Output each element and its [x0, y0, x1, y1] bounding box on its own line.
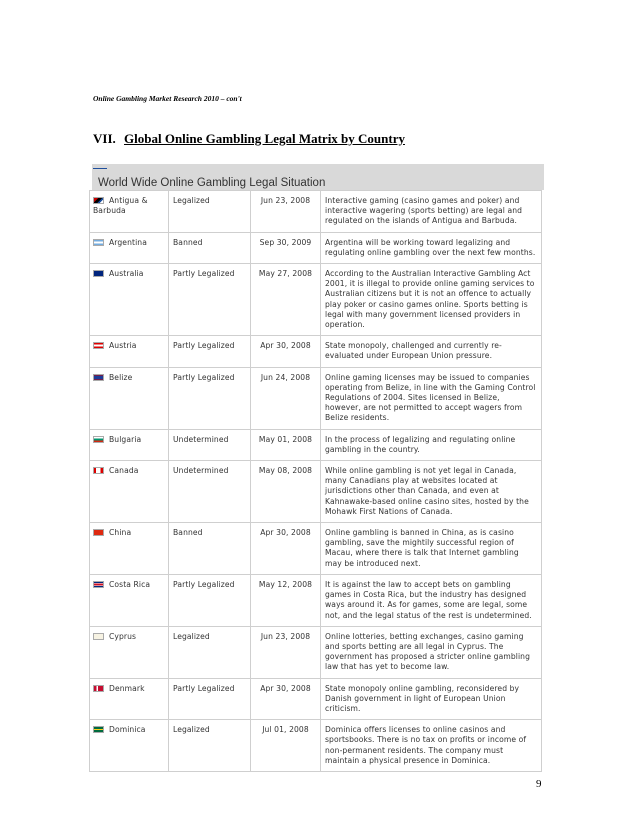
page-number: 9	[536, 778, 542, 790]
table-row	[90, 523, 542, 575]
description-cell: While online gambling is not yet legal in Canada, many Canadians play at websites located at jurisdictions other than Canada, and even at Kahnawake-based online casino sites, hosted by the Mohawk First Nations of Canada.	[321, 461, 542, 523]
china-flag-icon	[93, 529, 104, 536]
country-cell	[90, 574, 169, 626]
country-cell	[90, 264, 169, 336]
description-cell: State monopoly online gambling, reconsidered by Danish government in light of European Union criticism.	[321, 678, 542, 720]
country-cell	[90, 429, 169, 460]
country-cell	[90, 626, 169, 678]
status-cell: Partly Legalized	[169, 678, 251, 720]
table-row	[90, 191, 542, 233]
country-name: Dominica	[109, 725, 146, 735]
country-name: Denmark	[109, 683, 145, 693]
status-cell: Banned	[169, 232, 251, 263]
cyprus-flag-icon	[93, 633, 104, 640]
running-header: Online Gambling Market Research 2010 – con't	[93, 94, 242, 103]
table-row	[90, 626, 542, 678]
country-name: Costa Rica	[109, 579, 151, 589]
status-cell: Partly Legalized	[169, 336, 251, 367]
country-cell	[90, 523, 169, 575]
date-cell: Sep 30, 2009	[251, 232, 321, 263]
date-cell: Jun 24, 2008	[251, 367, 321, 429]
legal-matrix-table	[89, 190, 542, 772]
status-cell: Partly Legalized	[169, 367, 251, 429]
description-cell: State monopoly, challenged and currently re-evaluated under European Union pressure.	[321, 336, 542, 367]
country-cell	[90, 367, 169, 429]
table-row	[90, 678, 542, 720]
status-cell: Partly Legalized	[169, 574, 251, 626]
date-cell: Jun 23, 2008	[251, 626, 321, 678]
table-row	[90, 574, 542, 626]
denmark-flag-icon	[93, 685, 104, 692]
description-cell: Online lotteries, betting exchanges, casino gaming and sports betting are all legal in Cyprus. The government has proposed a stricter online gambling law that has yet to become law.	[321, 626, 542, 678]
country-name: China	[109, 528, 132, 538]
country-cell	[90, 191, 169, 233]
table-title: World Wide Online Gambling Legal Situation	[98, 177, 326, 189]
table-row	[90, 720, 542, 772]
status-cell: Undetermined	[169, 461, 251, 523]
status-cell: Undetermined	[169, 429, 251, 460]
section-number: VII.	[93, 131, 116, 146]
date-cell: May 12, 2008	[251, 574, 321, 626]
date-cell: Jul 01, 2008	[251, 720, 321, 772]
country-cell	[90, 461, 169, 523]
antigua-flag-icon	[93, 197, 104, 204]
date-cell: May 01, 2008	[251, 429, 321, 460]
country-cell	[90, 336, 169, 367]
country-name: Australia	[109, 269, 144, 279]
australia-flag-icon	[93, 270, 104, 277]
table-row	[90, 367, 542, 429]
table-row	[90, 264, 542, 336]
dominica-flag-icon	[93, 726, 104, 733]
date-cell: Jun 23, 2008	[251, 191, 321, 233]
canada-flag-icon	[93, 467, 104, 474]
section-heading	[93, 131, 405, 147]
country-cell	[90, 232, 169, 263]
description-cell: Argentina will be working toward legalizing and regulating online gambling over the next few months.	[321, 232, 542, 263]
status-cell: Legalized	[169, 191, 251, 233]
country-name: Cyprus	[109, 631, 137, 641]
belize-flag-icon	[93, 374, 104, 381]
table-row	[90, 232, 542, 263]
austria-flag-icon	[93, 342, 104, 349]
country-name: Belize	[109, 372, 133, 382]
country-name: Bulgaria	[109, 434, 142, 444]
costa-rica-flag-icon	[93, 581, 104, 588]
country-name: Canada	[109, 466, 139, 476]
description-cell: In the process of legalizing and regulating online gambling in the country.	[321, 429, 542, 460]
table-row	[90, 336, 542, 367]
country-name: Argentina	[109, 237, 147, 247]
table-row	[90, 461, 542, 523]
section-title: Global Online Gambling Legal Matrix by Country	[124, 131, 405, 146]
description-cell: Online gaming licenses may be issued to companies operating from Belize, in line with the Gaming Control Regulations of 2004. Sites licensed in Belize, however, are not permitted to accept wagers from Belize residents.	[321, 367, 542, 429]
description-cell: According to the Australian Interactive Gambling Act 2001, it is illegal to provide online gaming services to Australian citizens but it is not an offence to actually play poker or casino games online. Sports betting is legal with many government licensed providers in operation.	[321, 264, 542, 336]
description-cell: Online gambling is banned in China, as is casino gambling, save the mightily successful region of Macau, where there is talk that Internet gambling may be introduced next.	[321, 523, 542, 575]
status-cell: Legalized	[169, 720, 251, 772]
description-cell: Interactive gaming (casino games and poker) and interactive wagering (sports betting) are legal and regulated on the islands of Antigua and Barbuda.	[321, 191, 542, 233]
link-underline-mark	[93, 168, 107, 169]
date-cell: May 08, 2008	[251, 461, 321, 523]
date-cell: Apr 30, 2008	[251, 336, 321, 367]
argentina-flag-icon	[93, 239, 104, 246]
date-cell: Apr 30, 2008	[251, 523, 321, 575]
country-cell	[90, 720, 169, 772]
date-cell: Apr 30, 2008	[251, 678, 321, 720]
description-cell: Dominica offers licenses to online casinos and sportsbooks. There is no tax on profits or income of non-permanent residents. The company must maintain a physical presence in Dominica.	[321, 720, 542, 772]
status-cell: Partly Legalized	[169, 264, 251, 336]
status-cell: Banned	[169, 523, 251, 575]
date-cell: May 27, 2008	[251, 264, 321, 336]
country-cell	[90, 678, 169, 720]
country-name: Antigua & Barbuda	[93, 196, 148, 216]
country-name: Austria	[109, 341, 137, 351]
bulgaria-flag-icon	[93, 436, 104, 443]
table-row	[90, 429, 542, 460]
description-cell: It is against the law to accept bets on gambling games in Costa Rica, but the industry has designed ways around it. As for games, some are legal, some not, and the legal status of the rest is undetermined.	[321, 574, 542, 626]
status-cell: Legalized	[169, 626, 251, 678]
